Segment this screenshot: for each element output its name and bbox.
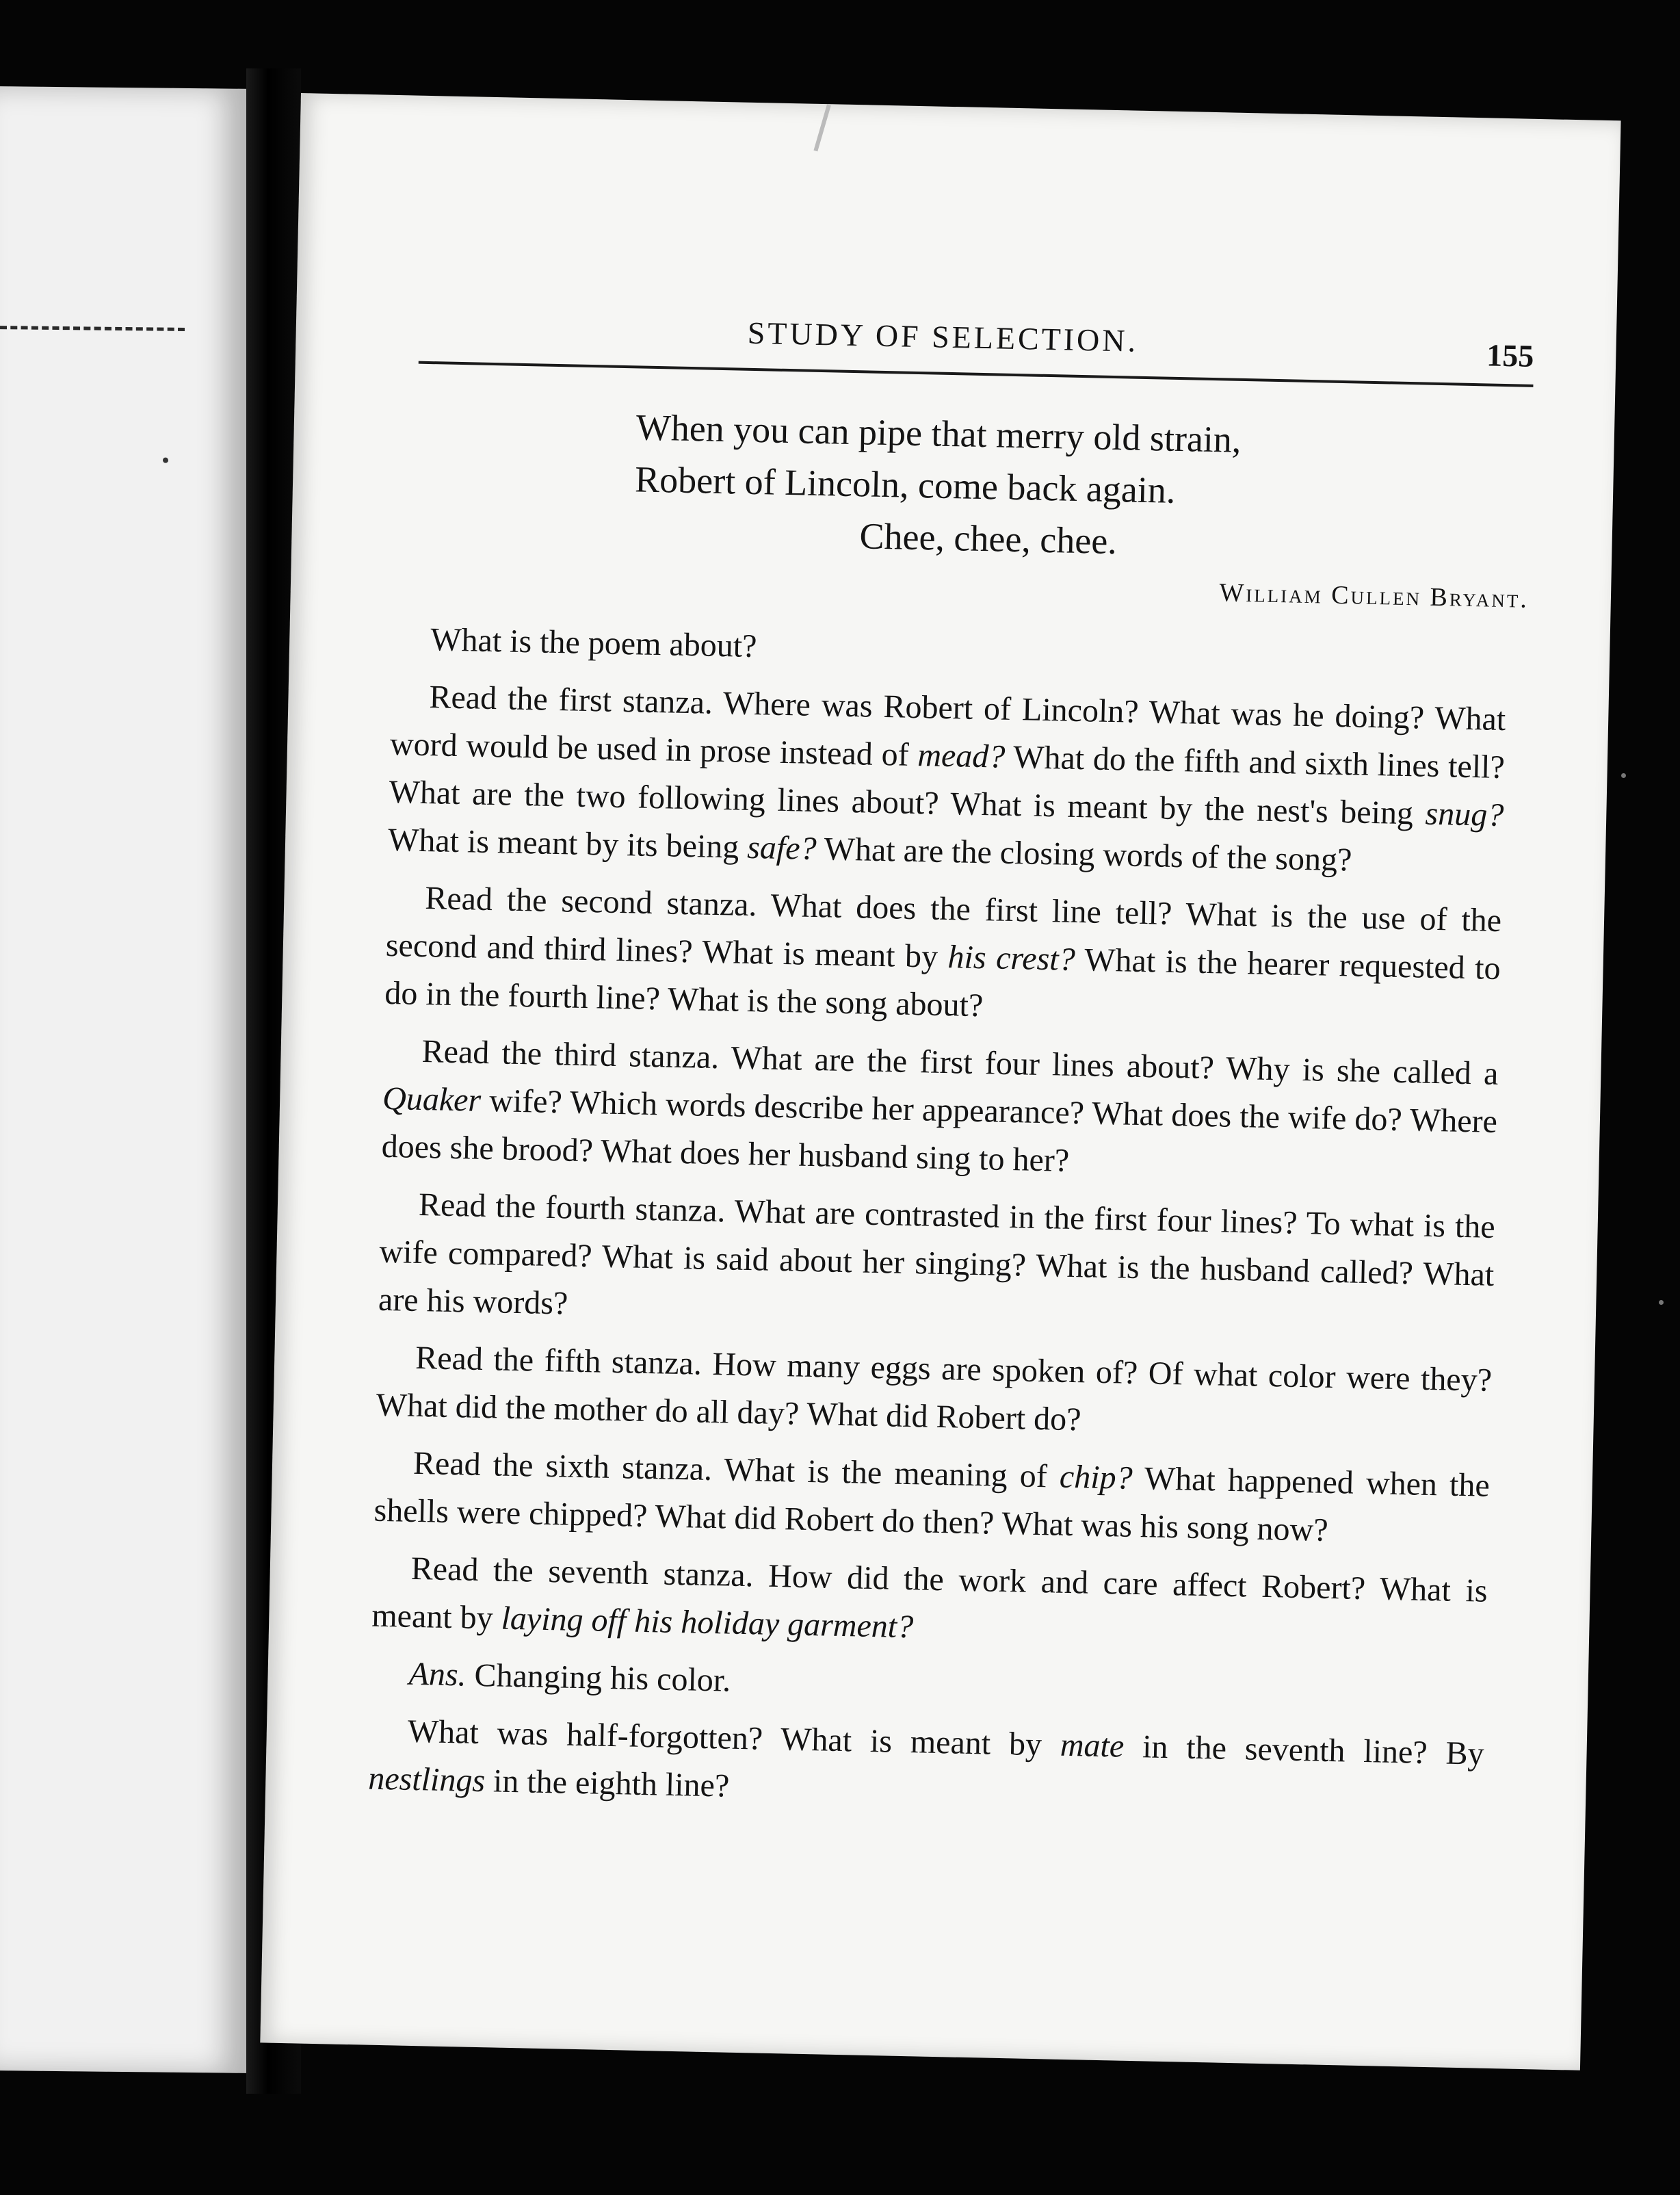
- italic-term: mead?: [917, 737, 1006, 775]
- paragraph-text: in the eighth line?: [484, 1763, 730, 1804]
- paragraph-text: Read the third stanza. What are the first four lines about? Why is she called a: [421, 1033, 1499, 1092]
- paragraph-text: Read the sixth stanza. What is the meaning of: [412, 1444, 1060, 1495]
- paragraph-text: What was half-forgotten? What is meant by: [407, 1713, 1061, 1763]
- question-paragraph: [378, 1180, 1495, 1347]
- verse-line: When you can pipe that merry old strain,: [635, 406, 1242, 460]
- paragraph-text: wife? Which words describe her appearance? What does the wife do? Where does she brood? What does her husband sing to her?: [381, 1082, 1498, 1179]
- previous-page-rule: [0, 326, 185, 331]
- paragraph-text: Read the first stanza. Where was Robert of Lincoln? What was he doing? What word would be used in prose instead of: [389, 679, 1506, 774]
- question-paragraph: [373, 1439, 1491, 1558]
- question-paragraph: [387, 673, 1506, 887]
- paragraph-text: Read the fourth stanza. What are contrasted in the first four lines? To what is the wife compared? What is said about her singing? What is the husband called? What are his words?: [378, 1186, 1496, 1322]
- paragraph-text: in the seventh line? By: [1123, 1728, 1485, 1772]
- paragraph-text: Changing his color.: [466, 1657, 731, 1699]
- paragraph-text: What are the closing words of the song?: [816, 831, 1352, 879]
- header-rule: [419, 361, 1534, 387]
- study-questions: [367, 615, 1507, 1836]
- italic-term: Quaker: [382, 1080, 482, 1119]
- paragraph-text: What is the poem about?: [430, 621, 757, 665]
- italic-term: Ans.: [408, 1655, 467, 1693]
- dust-speck: [1659, 1300, 1664, 1305]
- verse-line: Chee, chee, chee.: [858, 515, 1118, 562]
- page-header: [418, 308, 1534, 413]
- page-number: 155: [1486, 337, 1534, 374]
- paragraph-text: Read the seventh stanza. How did the work and care affect Robert? What is meant by: [371, 1550, 1488, 1637]
- italic-term: safe?: [746, 829, 817, 868]
- dust-speck: [163, 458, 168, 463]
- running-head: STUDY OF SELECTION.: [747, 315, 1139, 359]
- previous-page-edge: [0, 86, 246, 2073]
- italic-term: mate: [1060, 1726, 1125, 1765]
- question-paragraph: [384, 874, 1502, 1041]
- paragraph-text: What is the hearer requested to do in the fourth line? What is the song about?: [384, 941, 1501, 1024]
- dust-speck: [1621, 773, 1626, 778]
- question-paragraph: [371, 1544, 1488, 1663]
- paragraph-text: What happened when the shells were chipped? What did Robert do then? What was his song now?: [373, 1459, 1491, 1548]
- question-paragraph: [381, 1027, 1499, 1194]
- paragraph-text: Read the fifth stanza. How many eggs are spoken of? Of what color were they? What did the mother do all day? What did Robert do?: [376, 1339, 1493, 1438]
- italic-term: laying off his holiday garment?: [501, 1600, 914, 1646]
- question-paragraph: [376, 1334, 1493, 1453]
- italic-term: his crest?: [947, 939, 1076, 978]
- paragraph-text: Read the second stanza. What does the first line tell? What is the use of the second and third lines? What is meant by: [385, 880, 1502, 976]
- paragraph-text: What do the fifth and sixth lines tell? What are the two following lines about? What is meant by the nest's being: [389, 738, 1506, 832]
- italic-term: nestlings: [367, 1760, 486, 1800]
- verse-line: Robert of Lincoln, come back again.: [634, 458, 1176, 511]
- italic-term: snug?: [1425, 795, 1504, 834]
- poem-excerpt: [633, 401, 1525, 575]
- scan-artifact: [813, 105, 830, 152]
- poem-attribution: William Cullen Bryant.: [1219, 578, 1530, 614]
- paragraph-text: What is meant by its being: [387, 821, 748, 866]
- book-page: [260, 93, 1620, 2070]
- question-paragraph: [368, 1707, 1485, 1826]
- italic-term: chip?: [1059, 1458, 1133, 1496]
